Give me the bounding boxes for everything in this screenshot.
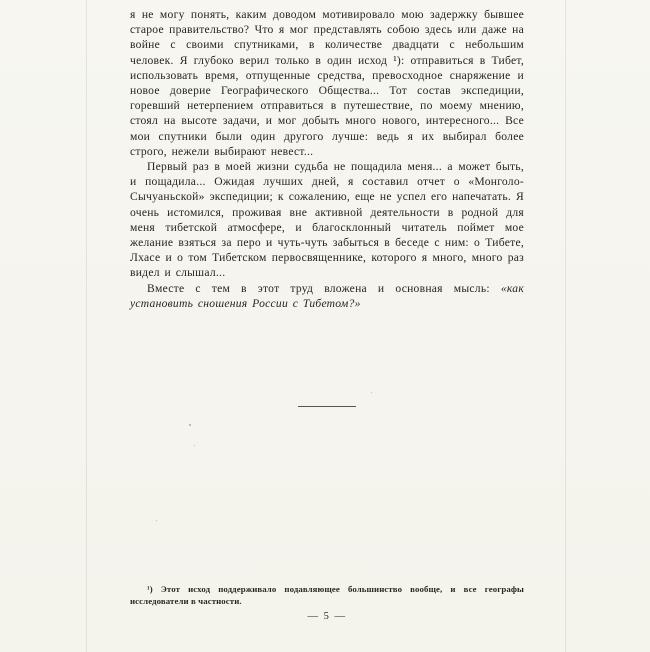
page-edge-right <box>565 0 566 652</box>
paragraph-lead-text: Вместе с тем в этот труд вложена и основная мысль: <box>147 281 501 295</box>
scan-speck <box>371 392 372 393</box>
page-edge-left <box>86 0 87 652</box>
text-column <box>130 7 524 311</box>
paragraph-with-emphasis <box>130 281 524 311</box>
paragraph: Первый раз в моей жизни судьба не пощадила меня... а может быть, и пощадила... Ожидая лучших дней, я составил отчет о «Монголо-Сычуаньской» экспедиции; к сожалению, еще не успел его напечатать. Я очень истомился, проживая вне активной деятельности в родной для меня тибетской атмосфере, и благосклонный читатель поймет мое желание взяться за перо и чуть-чуть забыться в беседе с ним: о Тибете, Лхасе и о том Тибетском первосвященнике, которого я много, много раз видел и слышал... <box>130 160 524 280</box>
footnote: ¹) Этот исход поддерживало подавляющее большинство вообще, и все географы исследователи в частности. <box>130 584 524 606</box>
page-number: — 5 — <box>307 611 347 622</box>
paragraph-continuation: я не могу понять, каким доводом мотивировало мою задержку бывшее старое правительство? Что я мог представлять собою здесь или даже на войне с своими спутниками, в количестве двадцати с небольшим человек. Я глубоко верил только в один исход ¹): отправиться в Тибет, использовать время, отпущенные средства, превосходное снаряжение и новое доверие Географического Общества... Тот состав экспедиции, горевший нетерпением отправиться в путешествие, по моему мнению, стоял на высоте задачи, и мог добыть много нового, интересного... Все мои спутники были один другого лучше: ведь я их выбирал более строго, нежели выбирают невест... <box>130 8 524 158</box>
scan-speck <box>156 520 157 521</box>
paragraph-emphasis-text: «как установить сношения России с Тибетом?» <box>130 281 524 310</box>
scan-speck <box>194 445 195 446</box>
section-divider <box>298 406 356 407</box>
scan-speck <box>189 424 191 426</box>
